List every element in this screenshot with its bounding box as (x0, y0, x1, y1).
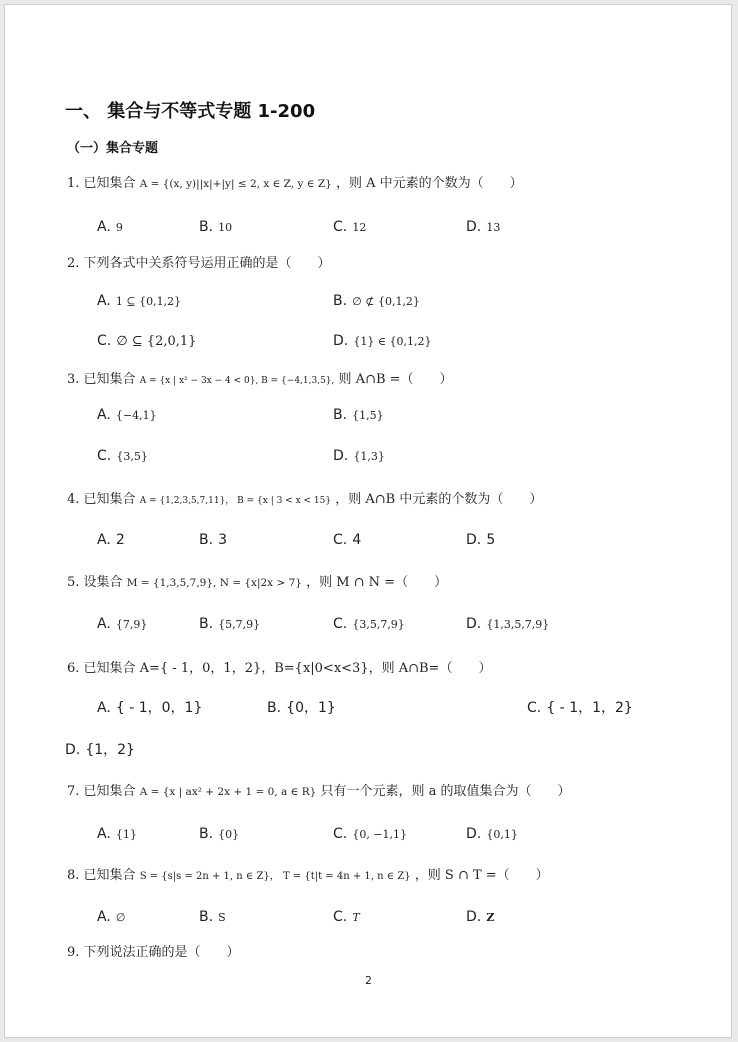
q2-option-b (333, 290, 420, 309)
q5-option-b (199, 613, 260, 632)
option-value: {3,5,7,9} (352, 618, 405, 631)
option-label: D. (333, 333, 349, 349)
option-label: B. (199, 616, 214, 632)
option-value: 3 (218, 532, 228, 548)
option-label: C. (333, 532, 348, 548)
page-number: 2 (365, 974, 372, 987)
option-label: D. (466, 909, 482, 925)
q8-option-c (333, 906, 360, 925)
option-value: 1 ⊆ {0,1,2} (115, 295, 182, 308)
q6-option-a (97, 697, 202, 717)
q4-option-d (466, 529, 495, 548)
option-label: B. (199, 219, 214, 235)
option-value: ∅ ⊄ {0,1,2} (352, 295, 420, 308)
option-label: A. (97, 909, 111, 925)
question-2: 2. 下列各式中关系符号运用正确的是（ ） (67, 256, 331, 271)
option-label: C. (333, 616, 348, 632)
option-label: A. (97, 826, 111, 842)
option-value: { - 1，1，2} (546, 700, 633, 716)
q1-option-b (199, 216, 232, 235)
question-4-stem: 4. 已知集合 (67, 492, 136, 507)
q6-option-b (267, 697, 336, 717)
question-4-math: A = {1,2,3,5,7,11}， B = {x | 3 < x < 15} (139, 496, 332, 506)
option-value: { - 1，0，1} (115, 700, 203, 716)
option-value: 5 (486, 532, 496, 548)
option-value: 13 (486, 221, 501, 234)
q5-option-a (97, 613, 147, 632)
question-1 (67, 172, 523, 191)
subsection-heading: （一）集合专题 (67, 141, 159, 156)
question-3-stem: 3. 已知集合 (67, 372, 136, 387)
q1-option-c (333, 216, 366, 235)
question-7-tail: 只有一个元素，则 a 的取值集合为（ ） (320, 784, 571, 799)
q8-option-b (199, 906, 226, 925)
question-7 (67, 780, 570, 799)
option-label: D. (65, 742, 81, 758)
question-5-stem: 5. 设集合 (67, 575, 123, 590)
option-value: {1,3} (353, 450, 385, 463)
question-5-tail: ，则 M ∩ N =（ ） (306, 575, 448, 590)
q4-option-a (97, 529, 125, 548)
q7-option-d (466, 823, 518, 842)
option-label: D. (333, 448, 349, 464)
question-3-math: A = {x | x² − 3x − 4 < 0}, B = {−4,1,3,5}, (139, 376, 335, 386)
option-value: {1,3,5,7,9} (486, 618, 550, 631)
q3-option-a (97, 404, 157, 423)
question-3 (67, 368, 453, 387)
q1-option-a (97, 216, 123, 235)
q2-option-d (333, 330, 431, 349)
option-label: C. (333, 909, 348, 925)
q3-option-c (97, 445, 148, 464)
section-heading: 一、 集合与不等式专题 1-200 (65, 101, 316, 122)
option-label: A. (97, 407, 111, 423)
question-8 (67, 864, 549, 883)
option-label: A. (97, 616, 111, 632)
option-label: A. (97, 219, 111, 235)
question-8-math: S = {s|s = 2n + 1, n ∈ Z}， T = {t|t = 4n + 1, n ∈ Z} (139, 871, 411, 882)
question-9: 9. 下列说法正确的是（ ） (67, 945, 240, 960)
question-1-stem: 1. 已知集合 (67, 176, 136, 191)
option-value: {1} ∈ {0,1,2} (353, 335, 432, 348)
option-value: ∅ (115, 911, 126, 924)
option-label: A. (97, 532, 111, 548)
option-label: B. (333, 407, 348, 423)
option-label: C. (333, 826, 348, 842)
option-label: B. (267, 700, 282, 716)
option-label: D. (466, 826, 482, 842)
option-value: ∅ ⊆ {2,0,1} (116, 334, 197, 349)
question-8-tail: ，则 S ∩ T =（ ） (414, 868, 549, 883)
option-label: D. (466, 219, 482, 235)
option-value: {1} (115, 828, 137, 841)
question-4-tail: ，则 A∩B 中元素的个数为（ ） (335, 492, 543, 507)
q2-option-a (97, 290, 181, 309)
option-label: A. (97, 293, 111, 309)
q2-option-c (97, 330, 196, 349)
q5-option-d (466, 613, 549, 632)
question-7-stem: 7. 已知集合 (67, 784, 136, 799)
option-label: B. (199, 532, 214, 548)
q4-option-b (199, 529, 227, 548)
option-label: C. (527, 700, 542, 716)
question-6: 6. 已知集合 A={ - 1，0，1，2}，B={x|0<x<3}，则 A∩B=（ ） (67, 661, 492, 676)
option-label: D. (466, 616, 482, 632)
option-value: 9 (115, 221, 123, 234)
option-value: {−4,1} (115, 409, 157, 422)
question-5-math: M = {1,3,5,7,9}, N = {x|2x > 7} (126, 577, 302, 589)
q5-option-c (333, 613, 405, 632)
option-value: 2 (115, 532, 125, 548)
q8-option-d (466, 906, 494, 925)
option-value: 4 (352, 532, 362, 548)
question-1-math: A = {(x, y)||x|+|y| ≤ 2, x ∈ Z, y ∈ Z} (139, 178, 332, 190)
question-3-tail: 则 A∩B =（ ） (338, 372, 453, 387)
option-label: B. (333, 293, 348, 309)
question-4 (67, 488, 542, 507)
option-label: B. (199, 909, 214, 925)
document-page (4, 4, 732, 1038)
option-label: C. (97, 333, 112, 349)
option-value: {1，2} (85, 742, 135, 758)
question-5 (67, 571, 447, 590)
option-value: {1,5} (352, 409, 384, 422)
option-label: D. (466, 532, 482, 548)
q1-option-d (466, 216, 500, 235)
option-value: {7,9} (115, 618, 148, 631)
option-value: 10 (218, 221, 233, 234)
question-1-tail: ，则 A 中元素的个数为（ ） (335, 176, 523, 191)
option-label: B. (199, 826, 214, 842)
option-label: C. (333, 219, 348, 235)
option-value: {0，1} (286, 700, 336, 716)
q6-option-d (65, 739, 135, 759)
q7-option-a (97, 823, 137, 842)
q8-option-a (97, 906, 125, 925)
q7-option-c (333, 823, 407, 842)
option-label: A. (97, 700, 111, 716)
q4-option-c (333, 529, 361, 548)
option-value: Z (486, 911, 495, 924)
option-label: C. (97, 448, 112, 464)
option-value: {0} (218, 828, 240, 841)
option-value: {0, −1,1} (352, 828, 408, 841)
option-value: T (352, 911, 360, 924)
option-value: {0,1} (486, 828, 518, 841)
option-value: {3,5} (116, 450, 148, 463)
question-7-math: A = {x | ax² + 2x + 1 = 0, a ∈ R} (139, 786, 317, 798)
q3-option-d (333, 445, 385, 464)
question-8-stem: 8. 已知集合 (67, 868, 136, 883)
q6-option-c (527, 697, 633, 717)
q7-option-b (199, 823, 239, 842)
option-value: {5,7,9} (218, 618, 261, 631)
option-value: S (218, 911, 226, 924)
q3-option-b (333, 404, 384, 423)
option-value: 12 (352, 221, 367, 234)
